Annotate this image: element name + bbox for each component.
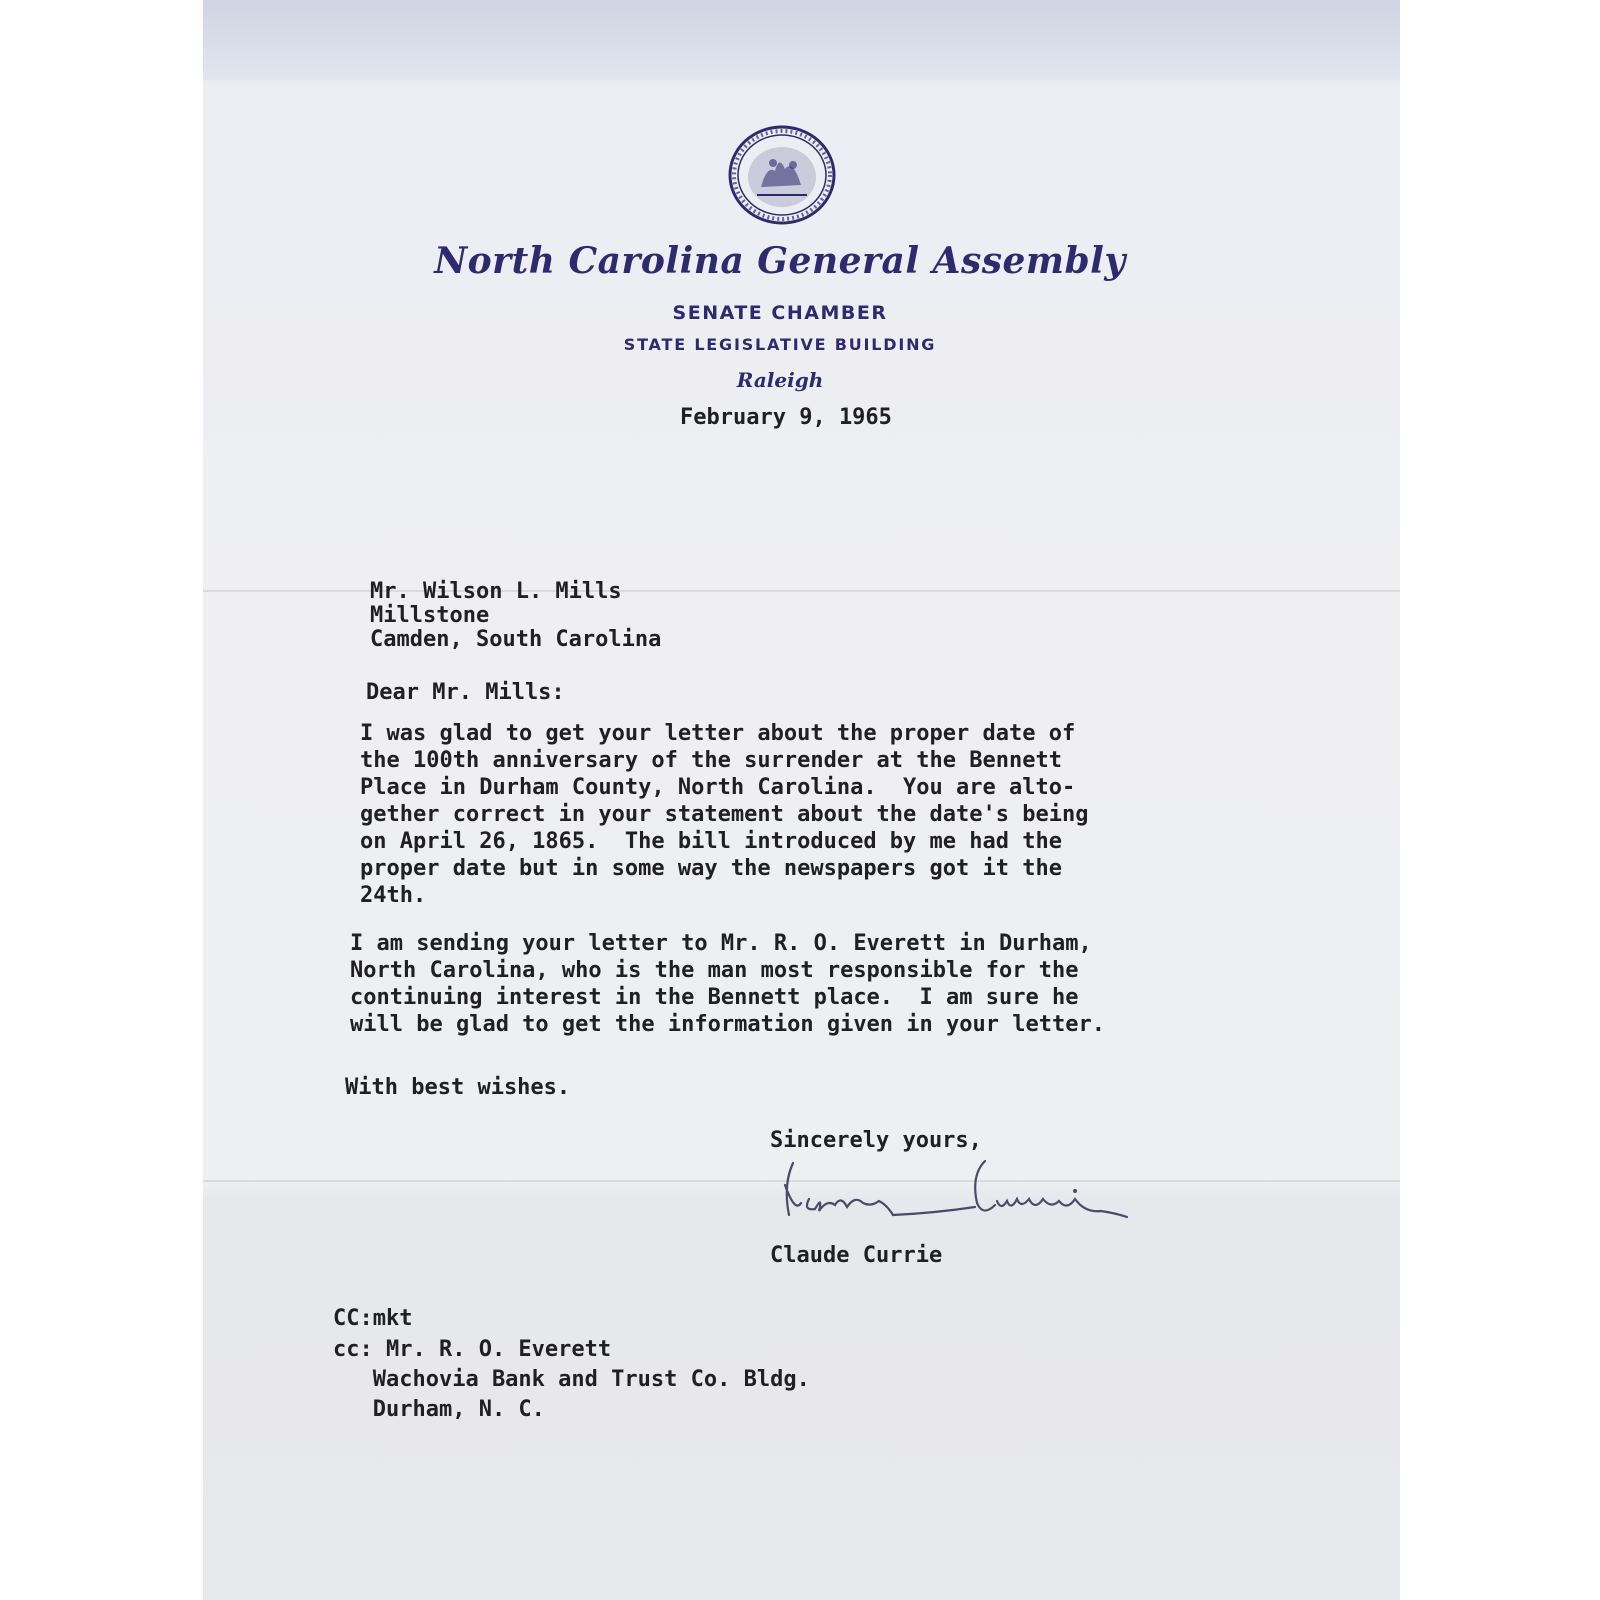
text-line: gether correct in your statement about the date's being — [360, 802, 1089, 827]
text-line: will be glad to get the information given in your letter. — [350, 1012, 1105, 1037]
state-seal-icon — [727, 125, 837, 225]
text-line: Place in Durham County, North Carolina. You are alto- — [360, 775, 1076, 800]
body-paragraph-1 — [360, 720, 1088, 909]
complimentary-close: Sincerely yours, — [770, 1128, 982, 1153]
paper-top-edge — [203, 0, 1400, 80]
signer-name: Claude Currie — [770, 1243, 943, 1268]
closing-wishes: With best wishes. — [345, 1075, 571, 1100]
recipient-address — [370, 580, 661, 652]
cc-line: cc: Mr. R. O. Everett — [333, 1337, 612, 1362]
text-line: I am sending your letter to Mr. R. O. Everett in Durham, — [350, 931, 1092, 956]
salutation: Dear Mr. Mills: — [366, 680, 565, 705]
letterhead-city: Raleigh — [736, 368, 824, 392]
handwritten-signature — [775, 1155, 1135, 1235]
cc-line: Durham, N. C. — [333, 1397, 545, 1422]
letter-date: February 9, 1965 — [680, 405, 892, 430]
text-line: North Carolina, who is the man most responsible for the — [350, 958, 1079, 983]
letterhead-organization: North Carolina General Assembly — [434, 240, 1126, 282]
cc-line: Wachovia Bank and Trust Co. Bldg. — [333, 1367, 810, 1392]
carbon-copy-block — [333, 1335, 810, 1425]
recipient-line: Camden, South Carolina — [370, 627, 662, 652]
text-line: continuing interest in the Bennett place. I am sure he — [350, 985, 1079, 1010]
body-paragraph-2 — [350, 930, 1105, 1038]
text-line: on April 26, 1865. The bill introduced by me had the — [360, 829, 1062, 854]
text-line: 24th. — [360, 883, 427, 908]
text-line: the 100th anniversary of the surrender at the Bennett — [360, 748, 1062, 773]
recipient-name: Mr. Wilson L. Mills — [370, 579, 622, 604]
text-line: proper date but in some way the newspapers got it the — [360, 856, 1062, 881]
reference-initials: CC:mkt — [333, 1306, 413, 1331]
letterhead-building: STATE LEGISLATIVE BUILDING — [623, 335, 937, 354]
letterhead-chamber: SENATE CHAMBER — [672, 302, 888, 324]
text-line: I was glad to get your letter about the proper date of — [360, 721, 1076, 746]
recipient-line: Millstone — [370, 603, 490, 628]
